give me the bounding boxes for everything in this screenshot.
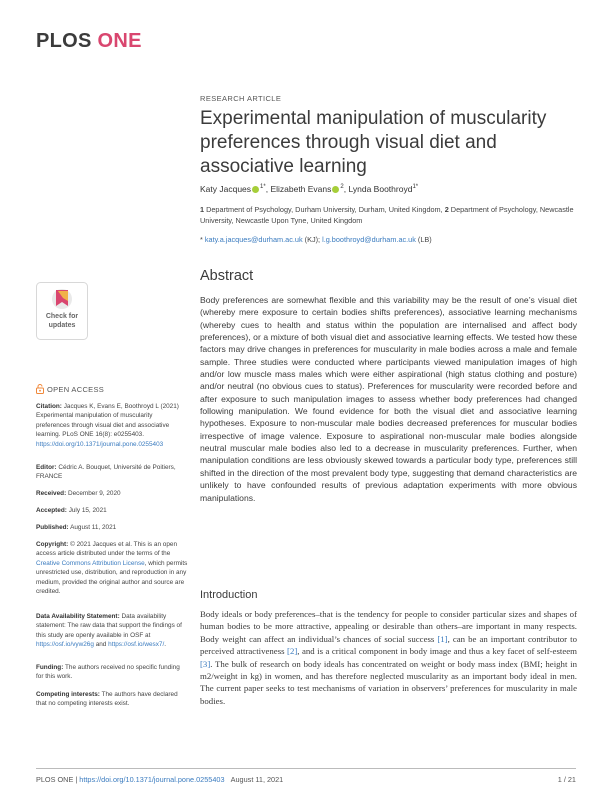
email-link[interactable]: katy.a.jacques@durham.ac.uk	[204, 235, 303, 244]
data-availability-text: and	[95, 641, 107, 649]
author-sup: 1*	[412, 184, 419, 191]
author-sup: 2	[340, 184, 344, 191]
osf-link[interactable]: https://osf.io/vyw26g	[36, 641, 94, 649]
accepted-block	[36, 506, 188, 515]
affil-number: 1	[200, 205, 205, 214]
email-owner: (KJ);	[304, 235, 321, 244]
orcid-icon[interactable]	[332, 186, 339, 193]
copyright-text: © 2021 Jacques et al. This is an open access article distributed under the terms of the	[36, 541, 178, 558]
received-label: Received:	[36, 490, 67, 497]
affiliations	[200, 205, 590, 226]
accepted-label: Accepted:	[36, 507, 67, 514]
received-date: December 9, 2020	[67, 490, 121, 497]
corresponding-emails	[200, 235, 590, 244]
intro-text-segment: Body ideals or body preferences–that is the tendency for people to consider particular sizes and shapes of human bodies to be more attractive, appealing or desirable than others–are important in many respects. Body weight can affect an individual’s chances of social success	[200, 609, 577, 644]
editor-block	[36, 463, 188, 482]
logo-plos: PLOS	[36, 30, 92, 52]
check-for-updates-icon	[36, 282, 88, 340]
funding-label: Funding:	[36, 664, 64, 671]
intro-text-segment: , can be an important contributor to perceived attractiveness	[200, 633, 577, 657]
page-number: 1 / 21	[557, 775, 576, 784]
page-footer	[36, 775, 283, 784]
data-availability-block	[36, 612, 188, 650]
journal-logo[interactable]	[36, 30, 142, 53]
check-for-updates-label[interactable]: Check for updates	[45, 313, 79, 329]
competing-interests-block	[36, 690, 188, 709]
citation-link[interactable]: [1]	[437, 633, 448, 644]
affil-text: Department of Psychology, Newcastle University, Newcastle Upon Tyne, United Kingdom	[200, 205, 574, 225]
published-label: Published:	[36, 524, 69, 531]
citation-doi-link[interactable]: https://doi.org/10.1371/journal.pone.0255403	[36, 440, 164, 448]
citation-text: Jacques K, Evans E, Boothroyd L (2021) Experimental manipulation of muscularity preferences through visual diet and associative learning. PLoS ONE 16(8): e0255403.	[36, 403, 179, 439]
author-name[interactable]: Lynda Boothroyd	[348, 184, 413, 194]
email-prefix: *	[200, 235, 203, 244]
competing-interests-label: Competing interests:	[36, 691, 100, 698]
data-availability-text: Data availability statement: The raw data that support the findings of this study are openly available in OSF at	[36, 613, 182, 639]
orcid-icon[interactable]	[252, 186, 259, 193]
article-title: Experimental manipulation of muscularity preferences through visual diet and associative learning	[200, 108, 547, 177]
published-date: August 11, 2021	[70, 524, 117, 531]
footer-separator: |	[75, 775, 78, 784]
intro-text-segment: . The bulk of research on body ideals has concentrated on weight or body mass index (BMI; height in m2/weight in kg) in women, and has therefore neglected muscularity as an important body ideal in men. The current paper seeks to test mechanisms of variation in observers’ preferences for muscularity in male bodies.	[200, 658, 577, 706]
author-sup: 1*	[260, 184, 266, 191]
affil-text: Department of Psychology, Durham University, Durham, United Kingdom,	[206, 205, 443, 214]
abstract-text: Body preferences are somewhat flexible and this variability may be the result of one’s visual diet (whereby mere exposure to certain bodies shifts preferences), associative learning mechanisms (whereby cues to health and status within the population are internalised and affect body preferences), or a mixture of both visual diet and associative learning effects. We tested how these factors may drive changes in preferences for muscularity in male bodies across a male and female sample. Three studies were conducted where participants viewed manipulation images of high and/or low muscle mass males which were either aspirational (high status clothing and posture) and/or neutral (no obvious cues to status). Preferences for muscularity were recorded before and after exposure to such manipulation images to assess whether body preferences had changed following manipulation. We found evidence for both the visual diet and associative learning hypotheses. Exposure to non-muscular male bodies decreased preferences for muscular bodies irrespective of image valence. Exposure to aspirational non-muscular male bodies alongside neutral muscular male bodies also led to a decrease in muscularity preferences. Further, when manipulation conditions are less obviously skewed towards a particular body type, preferences still shifted in the direction of the most prevalent body type, suggesting that demand characteristics are unlikely to have confounded results of previous adaptation experiments with more obvious manipulations.	[200, 295, 577, 503]
article-type: RESEARCH ARTICLE	[200, 94, 282, 103]
copyright-text: , which permits unrestricted use, distribution, and reproduction in any medium, provided the original author and source are credited.	[36, 559, 188, 596]
editor-label: Editor:	[36, 464, 57, 471]
introduction-heading: Introduction	[200, 589, 258, 601]
check-for-updates-badge[interactable]	[36, 282, 88, 340]
logo-one: ONE	[97, 30, 142, 52]
author-name[interactable]: Elizabeth Evans	[270, 184, 332, 194]
open-access	[36, 384, 104, 394]
accepted-date: July 15, 2021	[68, 507, 107, 514]
citation-block	[36, 402, 188, 449]
affil-number: 2	[444, 205, 449, 214]
funding-text: The authors received no specific funding for this work.	[36, 664, 180, 681]
intro-text-segment: , and is a critical component in body image and thus a key facet of self-esteem	[297, 646, 577, 657]
published-block	[36, 523, 188, 532]
footer-divider	[36, 768, 576, 769]
open-lock-icon	[36, 384, 44, 394]
copyright-label: Copyright:	[36, 541, 69, 548]
author-list: Katy Jacques $^{1*}$, Elizabeth Evans $^2$, Lynda Boothroyd$^{1*}$	[200, 184, 419, 194]
citation-link[interactable]: [3]	[200, 658, 211, 669]
received-block	[36, 489, 188, 498]
email-link[interactable]: l.g.boothroyd@durham.ac.uk	[322, 235, 416, 244]
osf-link[interactable]: https://osf.io/wesx7/	[108, 641, 165, 649]
copyright-block	[36, 540, 188, 596]
citation-link[interactable]: [2]	[287, 646, 298, 657]
funding-block	[36, 663, 188, 682]
data-availability-label: Data Availability Statement:	[36, 613, 120, 620]
footer-date: August 11, 2021	[230, 775, 284, 784]
open-access-label: OPEN ACCESS	[47, 385, 105, 394]
abstract-heading: Abstract	[200, 268, 254, 284]
editor-text: Cédric A. Bouquet, Université de Poitiers, FRANCE	[36, 464, 176, 481]
email-owner: (LB)	[417, 235, 432, 244]
competing-interests-text: The authors have declared that no competing interests exist.	[36, 691, 178, 708]
footer-doi-link[interactable]: https://doi.org/10.1371/journal.pone.0255403	[79, 775, 225, 784]
license-link[interactable]: Creative Commons Attribution License	[36, 559, 145, 567]
citation-label: Citation:	[36, 403, 62, 410]
introduction-text	[200, 608, 577, 707]
data-availability-text: .	[164, 641, 167, 649]
footer-journal: PLOS ONE	[36, 775, 74, 784]
author-name[interactable]: Katy Jacques	[200, 184, 252, 194]
